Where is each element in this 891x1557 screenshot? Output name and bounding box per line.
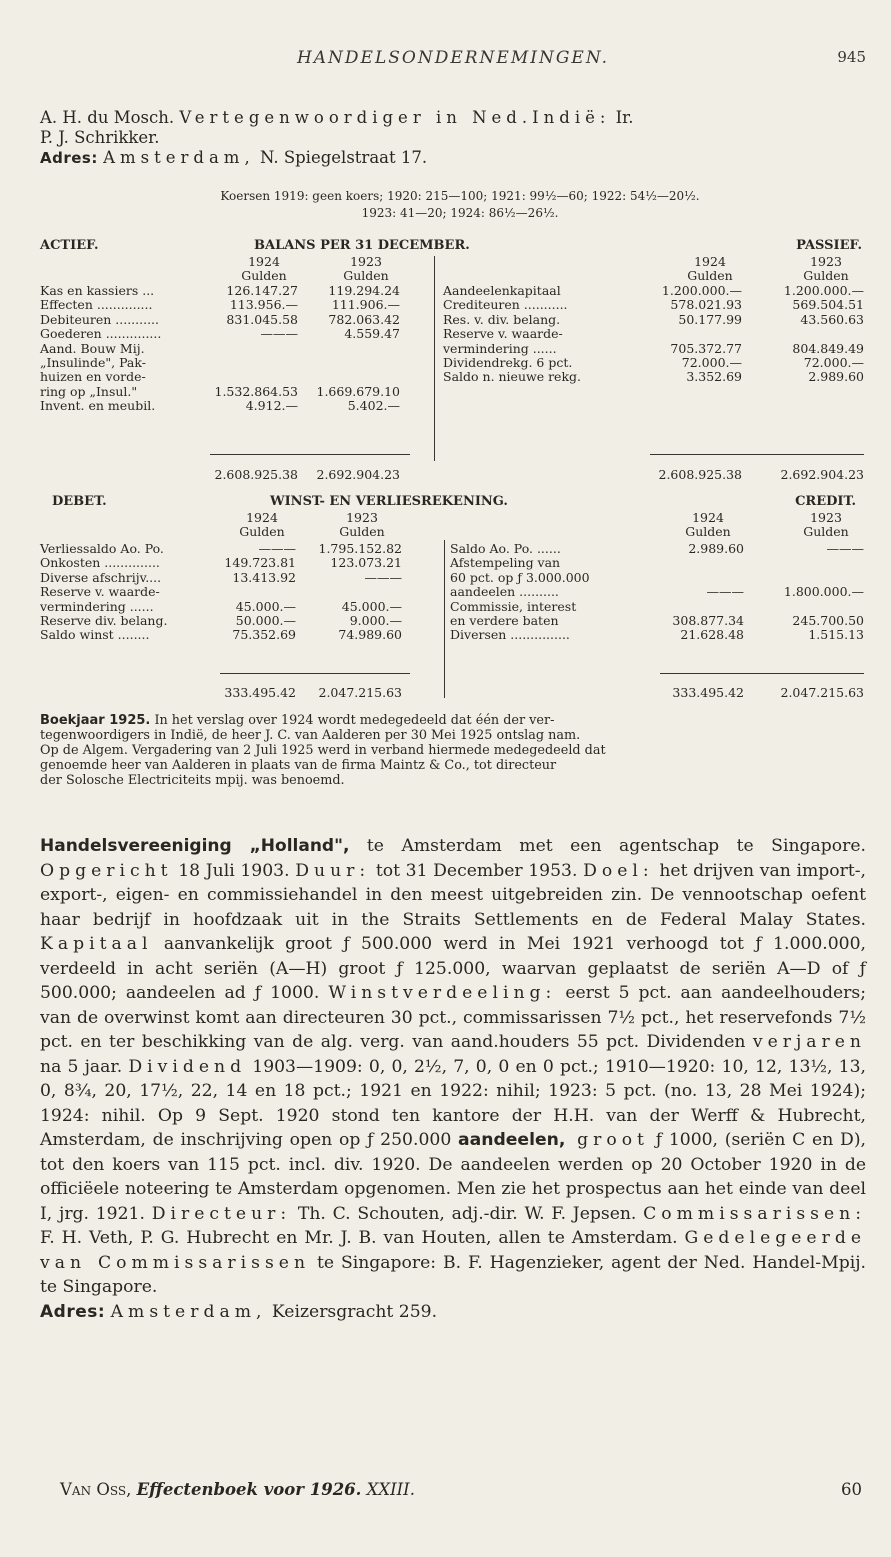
actief-1924-row: 126.147.27 bbox=[226, 283, 298, 298]
debet-1923-row: 74.989.60 bbox=[338, 627, 402, 643]
debet-1923-row: 45.000.— bbox=[341, 598, 402, 614]
note-text: tegenwoordigers in Indië, de heer J. C. van Aalderen per 30 Mei 1925 ontslag nam. bbox=[40, 728, 581, 743]
koersen-line: 1923: 41—20; 1924: 86½—26½. bbox=[361, 206, 559, 220]
passief-1924-row: 1.200.000.— bbox=[661, 283, 742, 298]
boekjaar-note bbox=[40, 713, 866, 788]
actief-1923-row bbox=[310, 370, 400, 384]
debet-1924-row: 45.000.— bbox=[235, 598, 296, 614]
actief-1924-row bbox=[190, 370, 298, 384]
actief-items bbox=[40, 284, 208, 414]
unit-label: Gulden bbox=[343, 268, 389, 284]
spaced-heading: Winstverdeeling: bbox=[328, 983, 557, 1003]
debet-items-row: Reserve v. waarde- bbox=[40, 584, 160, 600]
actief-1923-row bbox=[310, 356, 400, 370]
adres-city: Amsterdam, bbox=[110, 1301, 267, 1322]
debet-1924-row: 75.352.69 bbox=[232, 627, 296, 643]
credit-items-row: 60 pct. op ƒ 3.000.000 bbox=[450, 569, 590, 585]
actief-items-row: Kas en kassiers ... bbox=[40, 283, 155, 298]
spaced-heading: Kapitaal bbox=[40, 934, 153, 954]
credit-1924-row bbox=[650, 600, 744, 614]
actief-items-row: huizen en vorde- bbox=[40, 369, 146, 385]
note-text: der Solosche Electriciteits mpij. was benoemd. bbox=[40, 773, 345, 788]
actief-1923-row bbox=[310, 342, 400, 356]
bold-term: aandeelen, bbox=[458, 1130, 566, 1150]
credit-1923-row bbox=[770, 600, 864, 614]
spaced-heading: verjaren bbox=[752, 1032, 866, 1052]
passief-1923-row: 1.200.000.— bbox=[783, 283, 864, 298]
body-text: F. H. Veth, P. G. Hubrecht en Mr. J. B. van Houten, allen te Amsterdam. bbox=[40, 1228, 685, 1248]
unit-label: Gulden bbox=[239, 524, 285, 540]
passief-1924 bbox=[650, 284, 742, 385]
note-text: In het verslag over 1924 wordt medegedeeld dat één der ver- bbox=[150, 713, 555, 728]
footer-book-title: Effectenboek voor 1926. bbox=[136, 1480, 362, 1499]
debet-1923-row: ——— bbox=[364, 569, 402, 585]
page-header bbox=[40, 48, 866, 72]
wv-heading: WINST- EN VERLIESREKENING. bbox=[270, 494, 508, 509]
actief-total-1924: 2.608.925.38 bbox=[214, 467, 298, 482]
credit-items-row: Saldo Ao. Po. ...... bbox=[450, 541, 561, 556]
passief-items-row: Reserve v. waarde- bbox=[443, 326, 563, 342]
actief-1923-row: 111.906.— bbox=[331, 297, 400, 313]
credit-items-row: Diversen ............... bbox=[450, 627, 570, 643]
actief-1923-row: 782.063.42 bbox=[328, 311, 400, 327]
firm-name: Handelsvereeniging „Holland", bbox=[40, 836, 350, 856]
debet-1924 bbox=[190, 542, 296, 643]
balance-sheet bbox=[40, 238, 866, 488]
spaced-heading: Doel: bbox=[583, 860, 654, 881]
actief-1923-row: 1.669.679.10 bbox=[316, 383, 400, 399]
passief-1924-row bbox=[650, 327, 742, 341]
debet-heading: DEBET. bbox=[52, 494, 107, 509]
actief-1924-row: ——— bbox=[260, 326, 298, 342]
credit-1923-row bbox=[770, 571, 864, 585]
debet-1924-row: ——— bbox=[258, 541, 296, 556]
spaced-heading: groot bbox=[565, 1130, 649, 1150]
debet-1923-row: 123.073.21 bbox=[330, 555, 402, 571]
debet-items-row: vermindering ...... bbox=[40, 598, 154, 614]
passief-items-row: Saldo n. nieuwe rekg. bbox=[443, 369, 582, 385]
balans-heading: BALANS PER 31 DECEMBER. bbox=[254, 238, 470, 253]
body-text: te Amsterdam met een agentschap te Singapore. bbox=[349, 836, 866, 856]
year-label: 1923 bbox=[810, 254, 842, 269]
credit-1923 bbox=[770, 542, 864, 643]
footer-sheet-number: 60 bbox=[841, 1480, 862, 1499]
debet-items-row: Verliessaldo Ao. Po. bbox=[40, 541, 164, 556]
body-text: eerst 5 pct. aan aandeelhouders; van de overwinst komt aan directeuren 30 pct., commissarissen 7½ pct., het reservefonds 7½ pct. en ter beschikking van de alg. verg. van aand.houders 55 pct. Dividenden bbox=[40, 983, 866, 1052]
passief-1923-row: 2.989.60 bbox=[808, 369, 864, 385]
actief-items-row: Goederen .............. bbox=[40, 326, 162, 342]
debet-items-row: Reserve div. belang. bbox=[40, 612, 168, 628]
spaced-heading: Duur: bbox=[295, 860, 371, 881]
adres-label: Adres: bbox=[40, 1301, 106, 1322]
credit-items-row: aandeelen .......... bbox=[450, 584, 559, 600]
debet-1924-row: 50.000.— bbox=[235, 612, 296, 628]
debet-1924-row: 149.723.81 bbox=[224, 555, 296, 571]
actief-1924-row: 113.956.— bbox=[229, 297, 298, 313]
credit-items bbox=[450, 542, 650, 643]
spaced-heading: Vertegenwoordiger in Ned.Indië: bbox=[179, 108, 611, 127]
actief-items-row: ring op „Insul." bbox=[40, 383, 138, 399]
credit-1924-row: 21.628.48 bbox=[680, 627, 744, 643]
credit-1923-row bbox=[770, 556, 864, 570]
entry-text: A. H. du Mosch. bbox=[40, 108, 180, 127]
credit-1923-row: 1.515.13 bbox=[808, 627, 864, 643]
credit-1923-row: 1.800.000.— bbox=[783, 584, 864, 600]
actief-1924-row bbox=[190, 342, 298, 356]
passief-total-1923: 2.692.904.23 bbox=[780, 467, 864, 482]
debet-1923-row: 9.000.— bbox=[349, 612, 402, 628]
body-text: Th. C. Schouten, adj.-dir. W. F. Jepsen. bbox=[291, 1203, 644, 1224]
koersen-line: Koersen 1919: geen koers; 1920: 215—100; 1921: 99½—60; 1922: 54½—20½. bbox=[220, 189, 700, 203]
unit-label: Gulden bbox=[685, 524, 731, 540]
spaced-heading: Commissarissen: bbox=[643, 1203, 867, 1224]
credit-1923-row: ——— bbox=[826, 541, 864, 556]
credit-1924-row bbox=[650, 556, 744, 570]
actief-1924 bbox=[190, 284, 298, 414]
actief-total-1923: 2.692.904.23 bbox=[316, 467, 400, 482]
note-label: Boekjaar 1925. bbox=[40, 713, 151, 728]
entry-text: P. J. Schrikker. bbox=[40, 128, 160, 147]
passief-items bbox=[443, 284, 643, 385]
passief-1923 bbox=[770, 284, 864, 385]
body-text: ƒ 1000, (seriën C en D), tot den koers van 115 pct. incl. div. 1920. De aandeelen werden op 20 October 1920 in de officiëele noteering te Amsterdam opgenomen. Men zie het prospectus aan het einde van deel I, jrg. 1921. bbox=[40, 1130, 866, 1224]
adres-street: Keizersgracht 259. bbox=[266, 1301, 438, 1322]
body-text: 18 Juli 1903. bbox=[172, 860, 296, 881]
year-label: 1924 bbox=[692, 510, 724, 525]
debet-1924-row: 13.413.92 bbox=[232, 569, 296, 585]
passief-1924-row: 3.352.69 bbox=[686, 369, 742, 385]
passief-1923-row bbox=[770, 327, 864, 341]
credit-items-row: Afstempeling van bbox=[450, 555, 561, 571]
passief-total-1924: 2.608.925.38 bbox=[658, 467, 742, 482]
passief-items-row: Dividendrekg. 6 pct. bbox=[443, 354, 573, 370]
passief-1924-row: 72.000.— bbox=[681, 354, 742, 370]
credit-1923-row: 245.700.50 bbox=[792, 612, 864, 628]
actief-items-row: Debiteuren ........... bbox=[40, 311, 159, 327]
unit-label: Gulden bbox=[687, 268, 733, 284]
document-page bbox=[40, 0, 866, 1557]
koersen bbox=[100, 188, 820, 222]
profit-loss-account bbox=[40, 494, 866, 704]
spaced-heading: Opgericht bbox=[40, 860, 173, 881]
debet-1923 bbox=[308, 542, 402, 643]
body-text: na 5 jaar. bbox=[40, 1056, 129, 1077]
footer-volume: XXIII. bbox=[366, 1480, 415, 1499]
passief-1923-row: 43.560.63 bbox=[800, 311, 864, 327]
year-label: 1924 bbox=[248, 254, 280, 269]
actief-1923-row: 119.294.24 bbox=[328, 283, 400, 298]
actief-1923-row: 4.559.47 bbox=[344, 326, 400, 342]
passief-1923-row: 569.504.51 bbox=[792, 297, 864, 313]
year-label: 1924 bbox=[246, 510, 278, 525]
debet-1924-row bbox=[190, 585, 296, 599]
credit-1924-row: 308.877.34 bbox=[672, 612, 744, 628]
unit-label: Gulden bbox=[803, 524, 849, 540]
note-text: genoemde heer van Aalderen in plaats van de firma Maintz & Co., tot directeur bbox=[40, 758, 557, 773]
actief-items-row: Aand. Bouw Mij. bbox=[40, 340, 145, 356]
actief-1924-row: 831.045.58 bbox=[226, 311, 298, 327]
passief-items-row: vermindering ...... bbox=[443, 340, 557, 356]
spaced-heading: Gedelegeerde van Commissarissen bbox=[40, 1228, 866, 1273]
debet-total-1923: 2.047.215.63 bbox=[318, 685, 402, 700]
entry-handelsvereeniging-holland bbox=[40, 834, 866, 1324]
credit-1924-row: ——— bbox=[706, 584, 744, 600]
entry-du-mosch bbox=[40, 108, 866, 168]
actief-1923 bbox=[310, 284, 400, 414]
credit-heading: CREDIT. bbox=[795, 494, 856, 509]
passief-items-row: Crediteuren ........... bbox=[443, 297, 568, 313]
debet-items-row: Diverse afschrijv.... bbox=[40, 569, 162, 585]
passief-1924-row: 50.177.99 bbox=[678, 311, 742, 327]
adres-street: N. Spiegelstraat 17. bbox=[254, 148, 428, 167]
credit-total-1923: 2.047.215.63 bbox=[780, 685, 864, 700]
debet-1923-row bbox=[308, 585, 402, 599]
credit-total-1924: 333.495.42 bbox=[672, 685, 744, 700]
year-label: 1923 bbox=[810, 510, 842, 525]
passief-1924-row: 578.021.93 bbox=[670, 297, 742, 313]
passief-1924-row: 705.372.77 bbox=[670, 340, 742, 356]
debet-items bbox=[40, 542, 208, 643]
year-label: 1923 bbox=[346, 510, 378, 525]
body-text: aanvankelijk groot ƒ 500.000 werd in Mei 1921 verhoogd tot ƒ 1.000.000, verdeeld in acht seriën (A—H) groot ƒ 125.000, waarvan geplaatst de seriën A—D of ƒ 500.000; aandeelen ad ƒ 1000. bbox=[40, 934, 866, 1003]
passief-1923-row: 72.000.— bbox=[803, 354, 864, 370]
adres-label: Adres: bbox=[40, 149, 98, 167]
actief-1924-row: 1.532.864.53 bbox=[214, 383, 298, 399]
spaced-heading: Dividend bbox=[128, 1056, 247, 1077]
page-number: 945 bbox=[837, 48, 866, 66]
debet-items-row: Saldo winst ........ bbox=[40, 627, 150, 643]
actief-1924-row bbox=[190, 356, 298, 370]
credit-1924 bbox=[650, 542, 744, 643]
body-text: het drijven van import-, export-, eigen- en commissiehandel in den meest uitgebreiden zin. De vennootschap oefent haar bedrijf in hoofdzaak uit in the Straits Settlements en de Federal Malay States. bbox=[40, 860, 866, 930]
actief-items-row: Invent. en meubil. bbox=[40, 398, 156, 414]
actief-1923-row: 5.402.— bbox=[347, 398, 400, 414]
actief-1924-row: 4.912.— bbox=[245, 398, 298, 414]
year-label: 1923 bbox=[350, 254, 382, 269]
actief-heading: ACTIEF. bbox=[40, 238, 99, 253]
debet-items-row: Onkosten .............. bbox=[40, 555, 160, 571]
note-text: Op de Algem. Vergadering van 2 Juli 1925 werd in verband hiermede medegedeeld dat bbox=[40, 743, 606, 758]
body-text: te Singapore: B. F. Hagenzieker, agent der Ned. Handel-Mpij. te Singapore. bbox=[40, 1252, 866, 1297]
debet-total-1924: 333.495.42 bbox=[224, 685, 296, 700]
credit-1924-row: 2.989.60 bbox=[688, 541, 744, 556]
unit-label: Gulden bbox=[339, 524, 385, 540]
debet-1923-row: 1.795.152.82 bbox=[318, 541, 402, 556]
credit-1924-row bbox=[650, 571, 744, 585]
footer-author: Van Oss, bbox=[60, 1480, 132, 1499]
entry-text: Ir. bbox=[610, 108, 634, 127]
body-text: 1903—1909: 0, 0, 2½, 7, 0, 0 en 0 pct.; 1910—1920: 10, 12, 13½, 13, 0, 8¾, 20, 17½, 22, 14 en 18 pct.; 1921 en 1922: nihil; 1923: 5 pct. (no. 13, 28 Mei 1924); 1924: nihil. Op 9 Sept. 1920 stond ten kantore der H.H. van der Werff & Hubrecht, Amsterdam, de inschrijving open op ƒ 250.000 bbox=[40, 1056, 866, 1150]
running-title: HANDELSONDERNEMINGEN. bbox=[296, 48, 610, 68]
passief-items-row: Res. v. div. belang. bbox=[443, 311, 561, 327]
actief-items-row: „Insulinde", Pak- bbox=[40, 354, 146, 370]
body-text: tot 31 December 1953. bbox=[370, 860, 584, 881]
adres-city: Amsterdam, bbox=[103, 148, 255, 167]
passief-heading: PASSIEF. bbox=[796, 238, 862, 253]
passief-items-row: Aandeelenkapitaal bbox=[443, 283, 561, 298]
credit-items-row: en verdere baten bbox=[450, 612, 559, 628]
credit-items-row: Commissie, interest bbox=[450, 598, 577, 614]
passief-1923-row: 804.849.49 bbox=[792, 340, 864, 356]
year-label: 1924 bbox=[694, 254, 726, 269]
actief-items-row: Effecten .............. bbox=[40, 297, 153, 313]
spaced-heading: Directeur: bbox=[151, 1203, 292, 1224]
unit-label: Gulden bbox=[241, 268, 287, 284]
unit-label: Gulden bbox=[803, 268, 849, 284]
